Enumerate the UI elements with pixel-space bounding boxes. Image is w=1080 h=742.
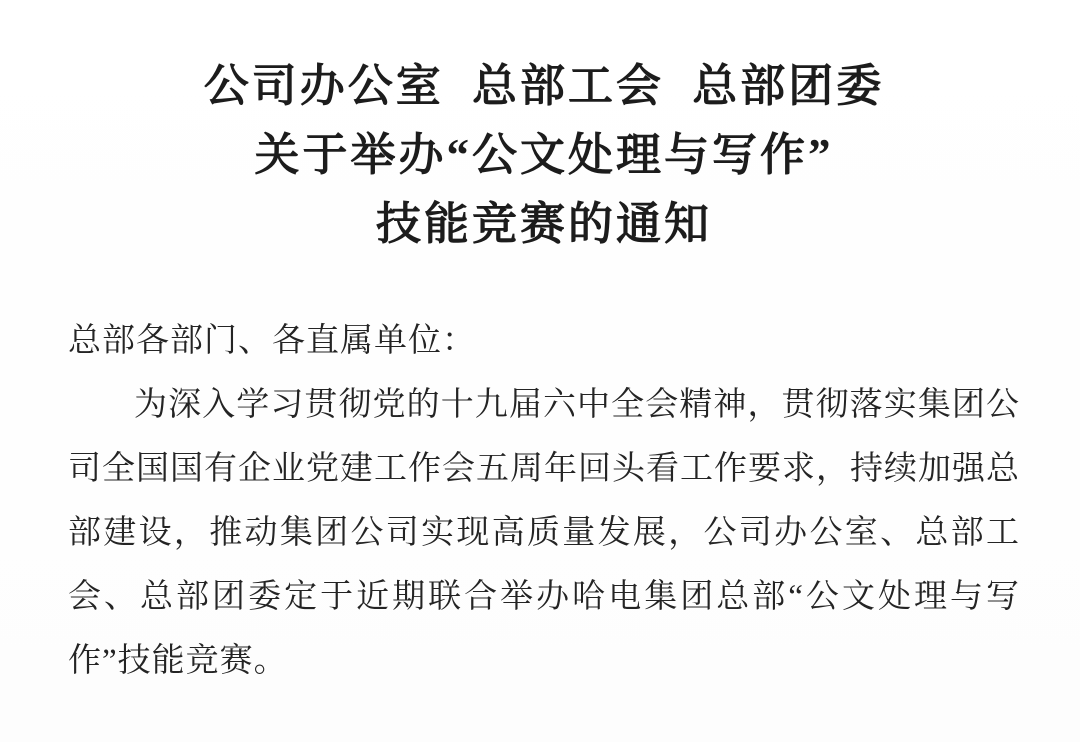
title-line-2: 关于举办“公文处理与写作” [254,130,834,180]
document-title [68,52,1020,259]
title-line-3: 技能竞赛的通知 [375,199,712,249]
body-paragraph: 为深入学习贯彻党的十九届六中全会精神，贯彻落实集团公司全国国有企业党建工作会五周年回头看工作要求，持续加强总部建设，推动集团公司实现高质量发展，公司办公室、总部工会、总部团委定于近期联合举办哈电集团总部“公文处理与写作”技能竞赛。 [68,387,1020,679]
document-body [68,309,1020,693]
title-line-1: 公司办公室 总部工会 总部团委 [203,61,885,111]
salutation: 总部各部门、各直属单位： [68,323,476,359]
